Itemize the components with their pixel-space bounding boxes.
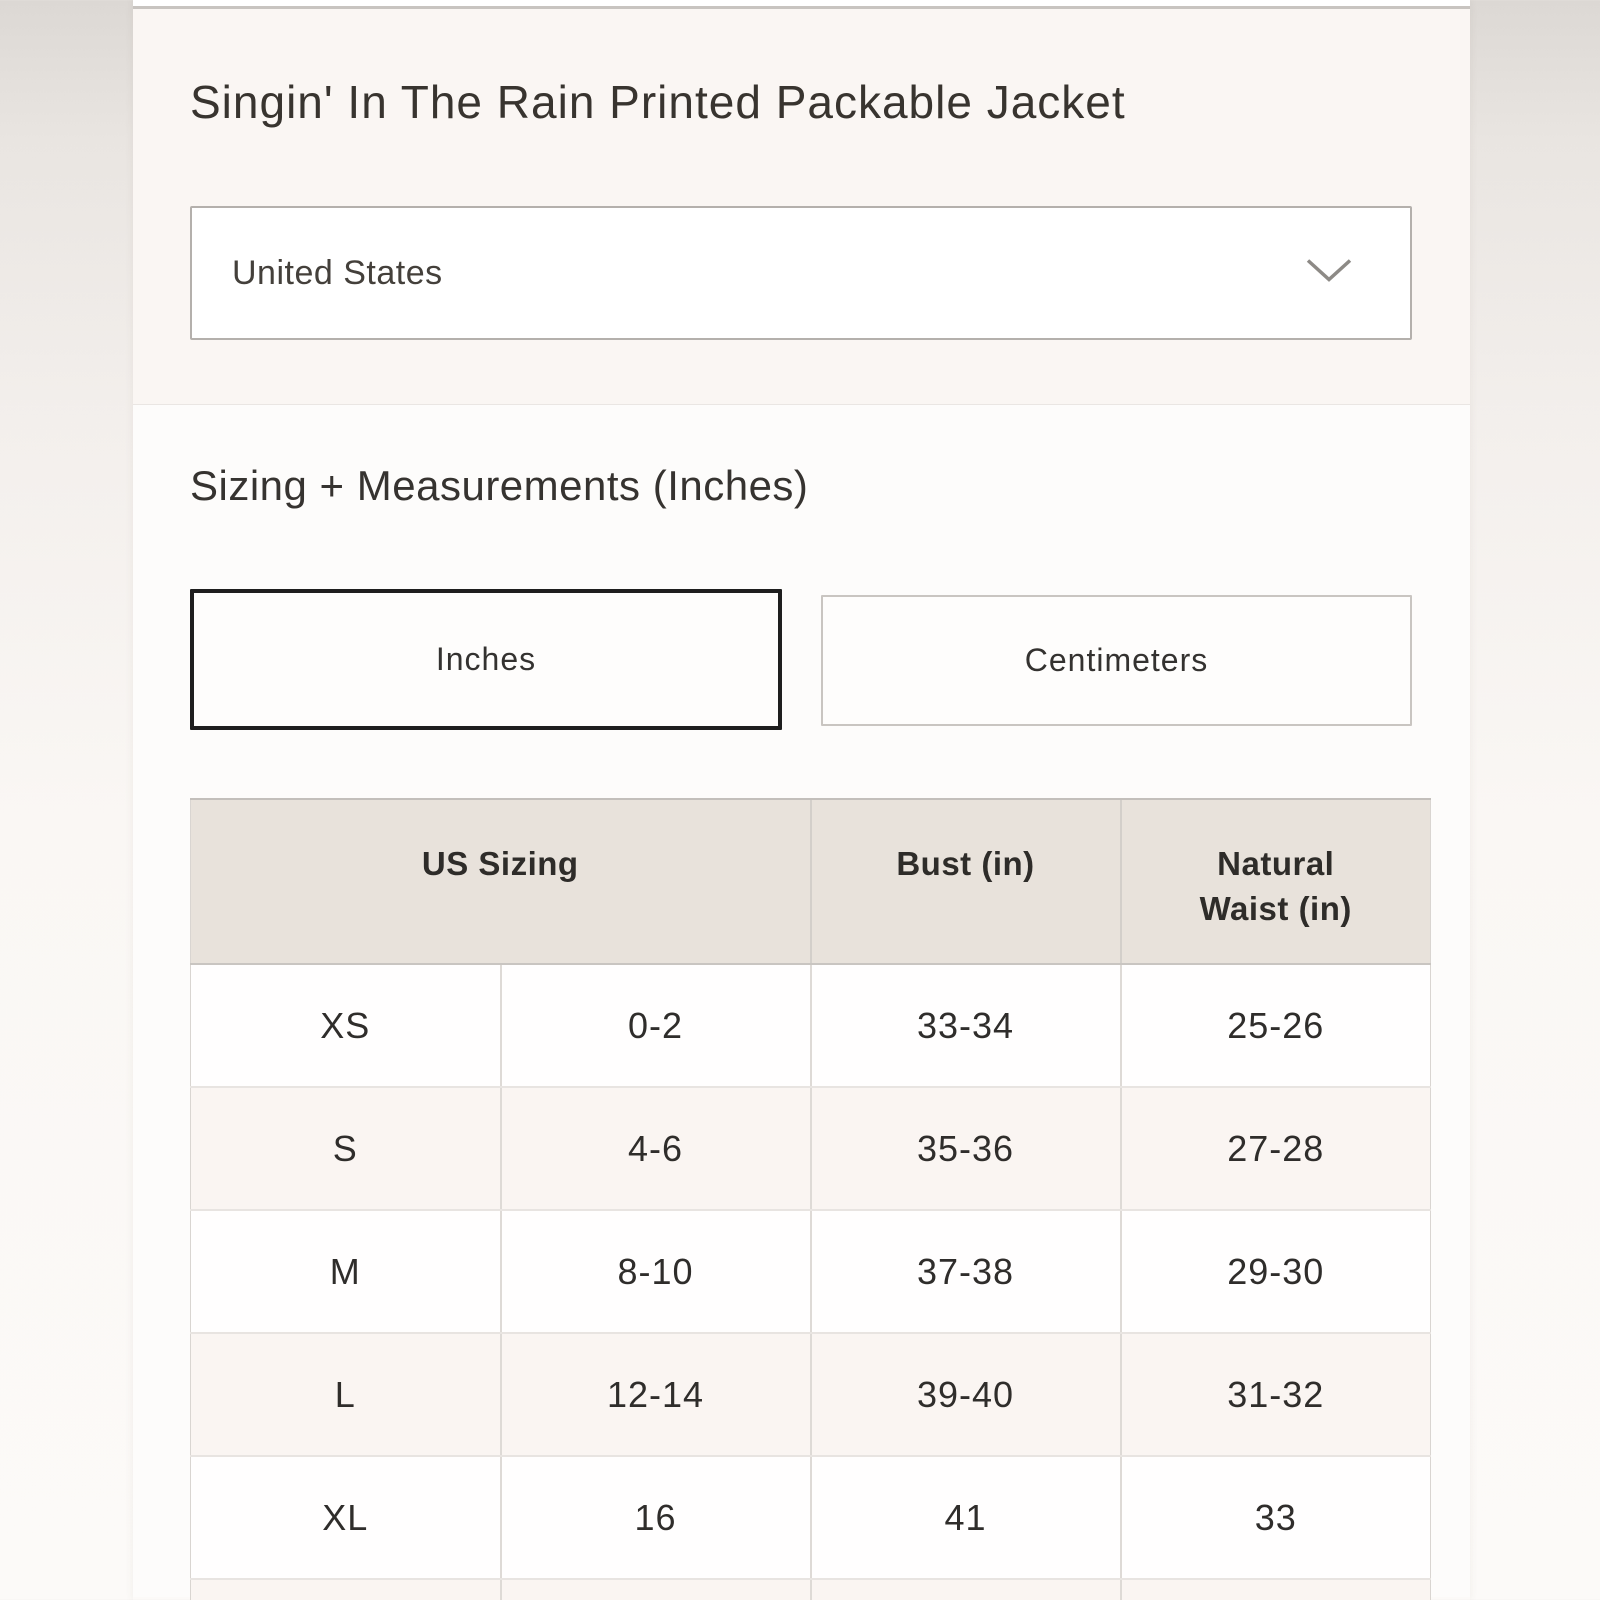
size-chart-table bbox=[190, 798, 1431, 1600]
cell-size: M bbox=[191, 1210, 501, 1333]
table-row bbox=[191, 1333, 1431, 1456]
cell-waist: 31-32 bbox=[1121, 1333, 1431, 1456]
cell-size: S bbox=[191, 1087, 501, 1210]
content-panel bbox=[133, 0, 1470, 1600]
product-header-section bbox=[133, 9, 1470, 404]
cell-waist: 33 bbox=[1121, 1456, 1431, 1579]
sizing-heading: Sizing + Measurements (Inches) bbox=[190, 462, 809, 509]
cell-bust: 37-38 bbox=[811, 1210, 1121, 1333]
cell-waist: 25-26 bbox=[1121, 964, 1431, 1087]
table-row-partial bbox=[191, 1579, 1431, 1600]
cell-size: XL bbox=[191, 1456, 501, 1579]
chevron-down-icon bbox=[1306, 258, 1352, 289]
centimeters-toggle-button[interactable]: Centimeters bbox=[821, 595, 1412, 726]
sizing-section bbox=[133, 404, 1470, 1597]
country-select-value: United States bbox=[232, 253, 443, 292]
cell-size: L bbox=[191, 1333, 501, 1456]
cell-bust: 33-34 bbox=[811, 964, 1121, 1087]
cell-size: XS bbox=[191, 964, 501, 1087]
header-bust: Bust (in) bbox=[811, 799, 1121, 964]
header-natural-waist bbox=[1121, 799, 1431, 964]
header-natural-waist-line1: Natural bbox=[1217, 845, 1335, 882]
cell-bust: 41 bbox=[811, 1456, 1121, 1579]
inches-toggle-button[interactable]: Inches bbox=[190, 589, 782, 730]
table-header-row bbox=[191, 799, 1431, 964]
cell-us-range: 4-6 bbox=[501, 1087, 811, 1210]
cell-us-range: 8-10 bbox=[501, 1210, 811, 1333]
cell-bust: 35-36 bbox=[811, 1087, 1121, 1210]
table-row bbox=[191, 1456, 1431, 1579]
cell-waist: 29-30 bbox=[1121, 1210, 1431, 1333]
cell-us-range: 16 bbox=[501, 1456, 811, 1579]
table-row bbox=[191, 1210, 1431, 1333]
header-us-sizing: US Sizing bbox=[191, 799, 811, 964]
cell-waist: 27-28 bbox=[1121, 1087, 1431, 1210]
header-natural-waist-line2: Waist (in) bbox=[1199, 889, 1352, 927]
product-title: Singin' In The Rain Printed Packable Jacket bbox=[190, 76, 1126, 128]
cell-us-range: 12-14 bbox=[501, 1333, 811, 1456]
table-row bbox=[191, 964, 1431, 1087]
cell-bust: 39-40 bbox=[811, 1333, 1121, 1456]
table-row bbox=[191, 1087, 1431, 1210]
country-select[interactable] bbox=[190, 206, 1412, 340]
cell-us-range: 0-2 bbox=[501, 964, 811, 1087]
